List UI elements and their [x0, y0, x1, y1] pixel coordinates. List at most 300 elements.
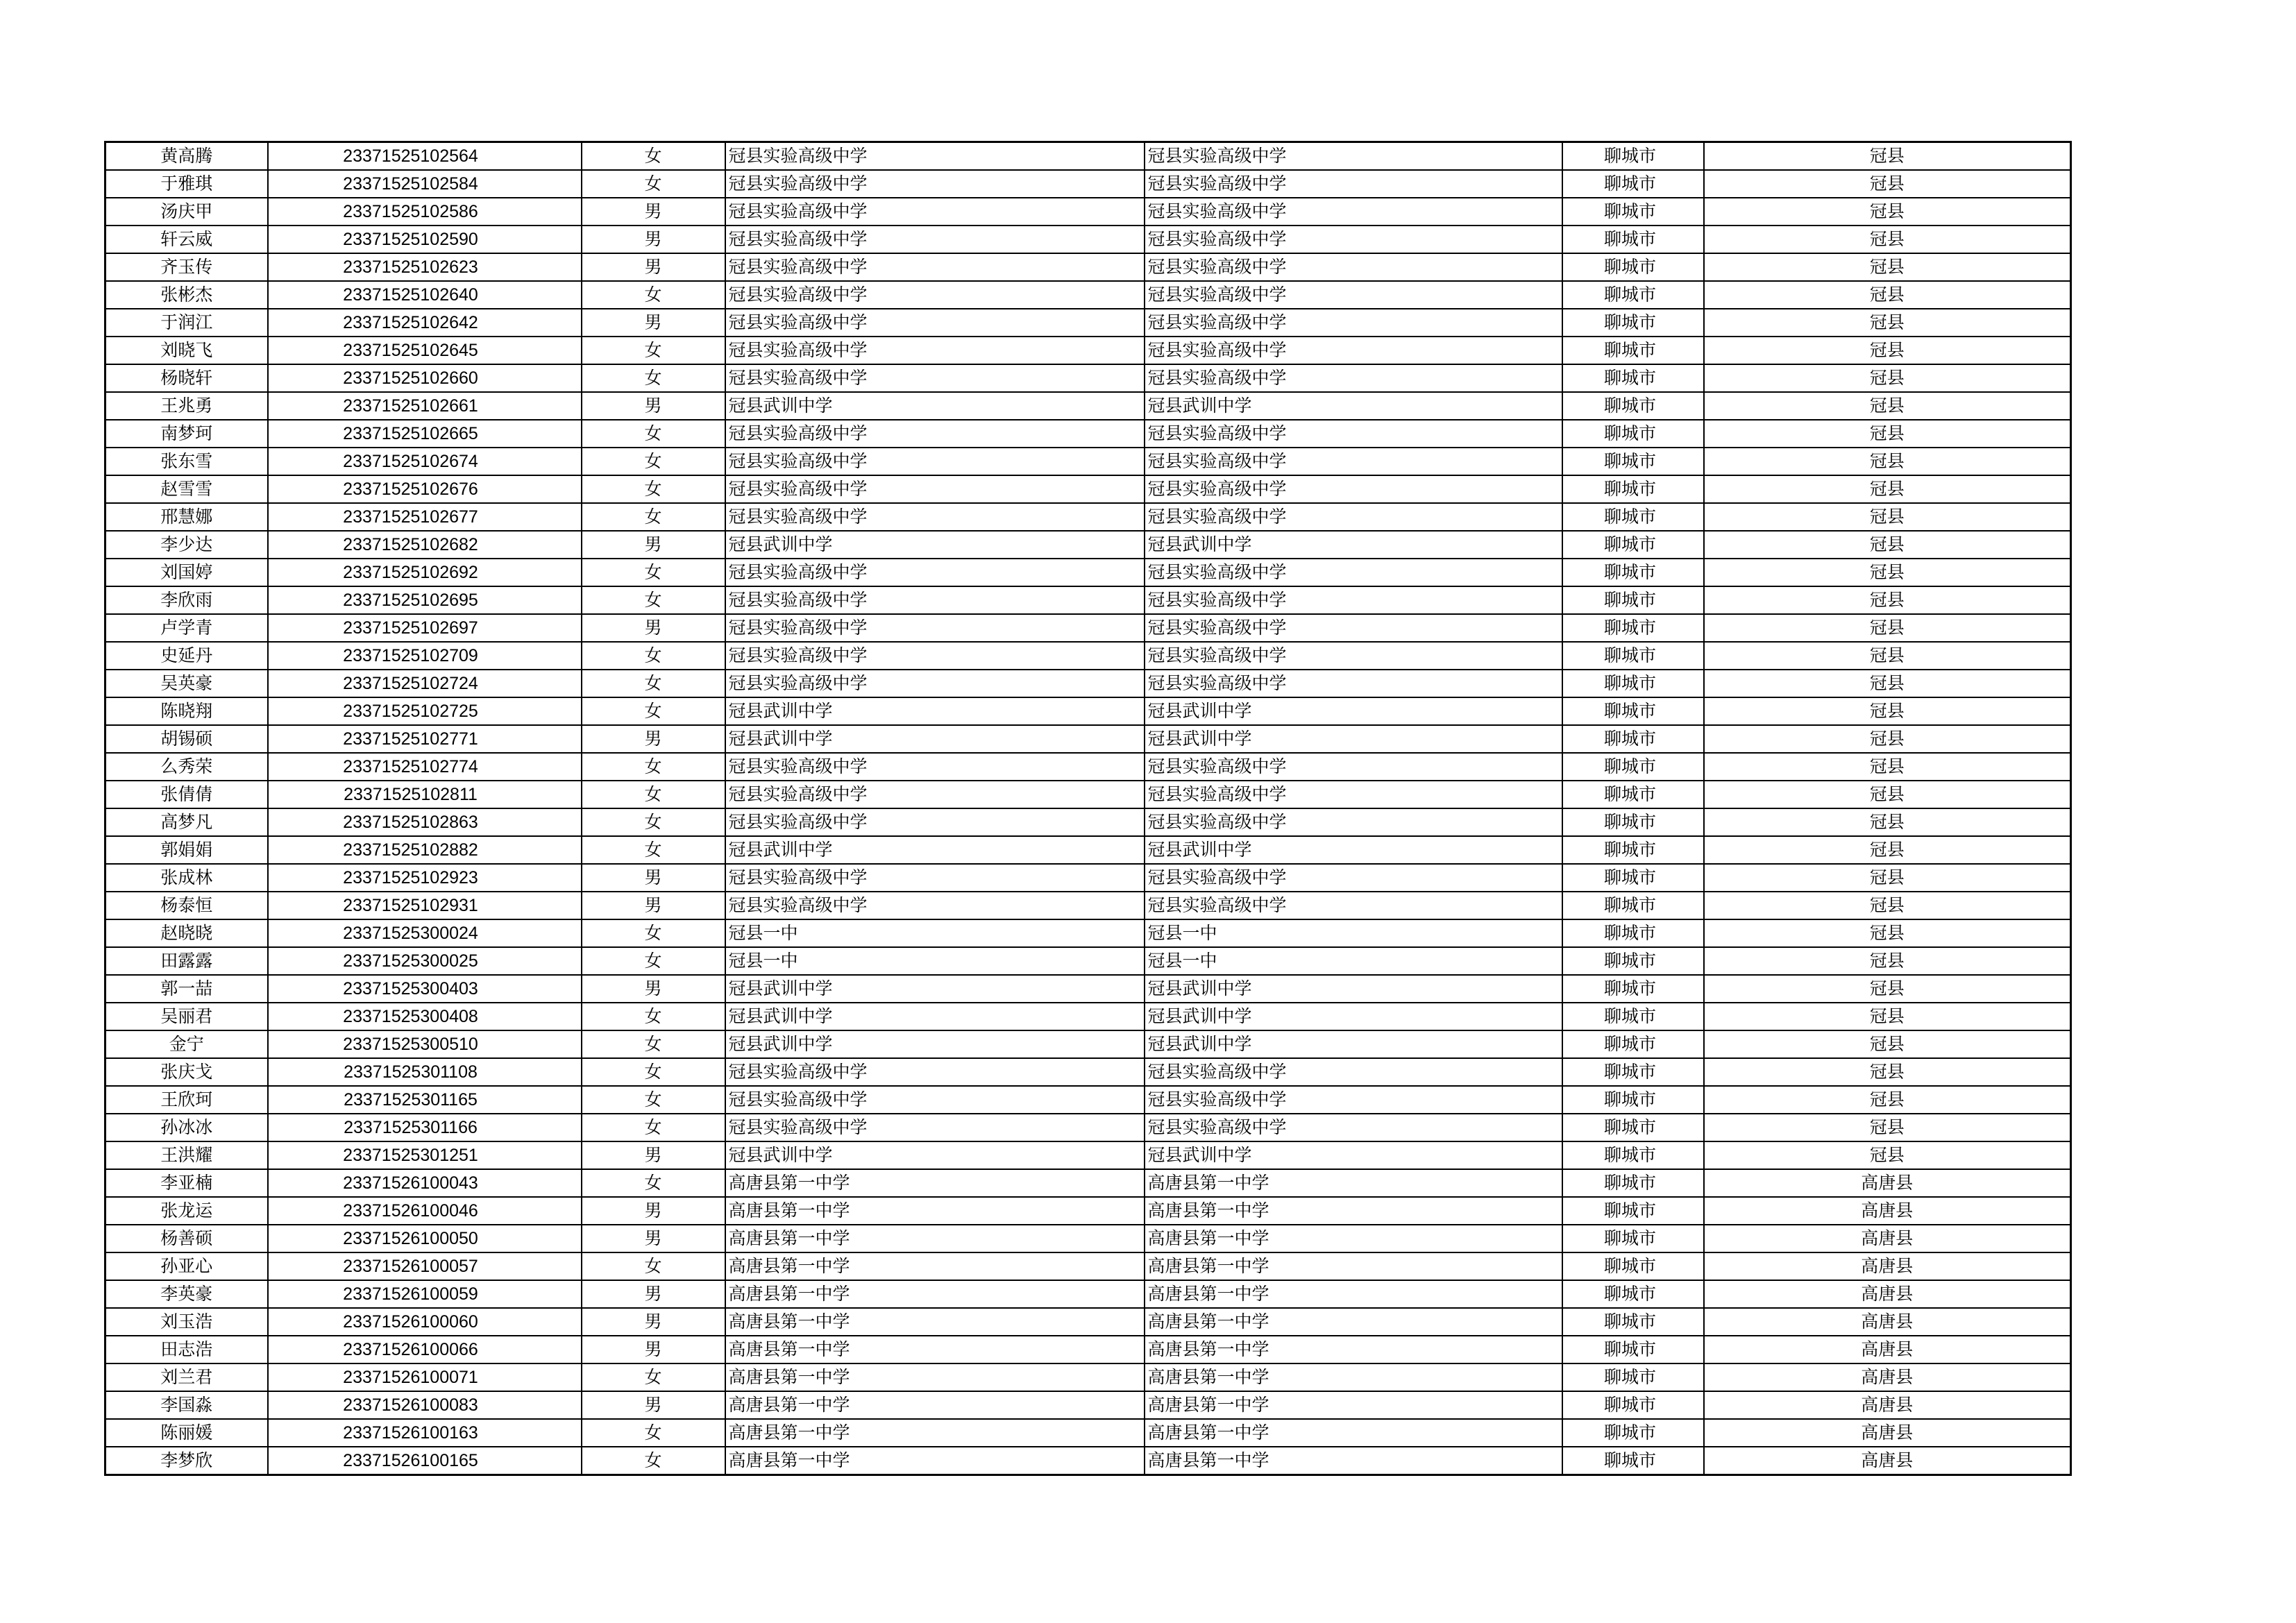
county-cell: 冠县: [1704, 531, 2071, 559]
school-cell: 冠县实验高级中学: [725, 753, 1145, 781]
table-row: [105, 1447, 2071, 1475]
registration-unit-cell: 冠县实验高级中学: [1145, 559, 1562, 586]
student-name-cell: 刘玉浩: [105, 1308, 268, 1336]
student-name-cell: 吴英豪: [105, 670, 268, 697]
table-row: [105, 531, 2071, 559]
gender-cell: 男: [582, 1391, 725, 1419]
registration-unit-cell: 高唐县第一中学: [1145, 1308, 1562, 1336]
registration-unit-cell: 冠县实验高级中学: [1145, 586, 1562, 614]
city-cell: 聊城市: [1562, 475, 1704, 503]
student-name-cell: 李国淼: [105, 1391, 268, 1419]
gender-cell: 女: [582, 1114, 725, 1141]
gender-cell: 男: [582, 1308, 725, 1336]
city-cell: 聊城市: [1562, 420, 1704, 448]
county-cell: 冠县: [1704, 170, 2071, 198]
registration-unit-cell: 冠县实验高级中学: [1145, 864, 1562, 892]
exam-number-cell: 23371525102931: [268, 892, 582, 919]
registration-unit-cell: 冠县实验高级中学: [1145, 337, 1562, 364]
table-row: [105, 1280, 2071, 1308]
school-cell: 冠县实验高级中学: [725, 448, 1145, 475]
student-name-cell: 齐玉传: [105, 253, 268, 281]
table-row: [105, 1197, 2071, 1225]
gender-cell: 男: [582, 892, 725, 919]
school-cell: 冠县实验高级中学: [725, 614, 1145, 642]
student-name-cell: 黄高腾: [105, 142, 268, 171]
school-cell: 冠县武训中学: [725, 697, 1145, 725]
student-name-cell: 汤庆甲: [105, 198, 268, 226]
exam-number-cell: 23371525102771: [268, 725, 582, 753]
student-name-cell: 史延丹: [105, 642, 268, 670]
city-cell: 聊城市: [1562, 1419, 1704, 1447]
gender-cell: 男: [582, 1336, 725, 1363]
school-cell: 冠县实验高级中学: [725, 559, 1145, 586]
student-name-cell: 吴丽君: [105, 1003, 268, 1030]
county-cell: 冠县: [1704, 753, 2071, 781]
school-cell: 冠县一中: [725, 947, 1145, 975]
school-cell: 冠县实验高级中学: [725, 420, 1145, 448]
school-cell: 冠县武训中学: [725, 392, 1145, 420]
registration-unit-cell: 冠县一中: [1145, 919, 1562, 947]
table-row: [105, 448, 2071, 475]
table-row: [105, 642, 2071, 670]
school-cell: 高唐县第一中学: [725, 1197, 1145, 1225]
table-row: [105, 309, 2071, 337]
registration-unit-cell: 高唐县第一中学: [1145, 1363, 1562, 1391]
table-row: [105, 586, 2071, 614]
gender-cell: 女: [582, 947, 725, 975]
gender-cell: 男: [582, 975, 725, 1003]
school-cell: 高唐县第一中学: [725, 1308, 1145, 1336]
registration-unit-cell: 冠县实验高级中学: [1145, 503, 1562, 531]
registration-unit-cell: 冠县实验高级中学: [1145, 198, 1562, 226]
exam-number-cell: 23371525301251: [268, 1141, 582, 1169]
student-name-cell: 张成林: [105, 864, 268, 892]
city-cell: 聊城市: [1562, 1114, 1704, 1141]
school-cell: 冠县实验高级中学: [725, 309, 1145, 337]
student-name-cell: 张龙运: [105, 1197, 268, 1225]
student-name-cell: 郭一喆: [105, 975, 268, 1003]
registration-unit-cell: 冠县实验高级中学: [1145, 142, 1562, 171]
city-cell: 聊城市: [1562, 1169, 1704, 1197]
student-name-cell: 王兆勇: [105, 392, 268, 420]
gender-cell: 女: [582, 836, 725, 864]
student-name-cell: 田露露: [105, 947, 268, 975]
city-cell: 聊城市: [1562, 1447, 1704, 1475]
exam-number-cell: 23371525102640: [268, 281, 582, 309]
school-cell: 冠县一中: [725, 919, 1145, 947]
city-cell: 聊城市: [1562, 392, 1704, 420]
school-cell: 高唐县第一中学: [725, 1391, 1145, 1419]
county-cell: 冠县: [1704, 364, 2071, 392]
exam-number-cell: 23371526100083: [268, 1391, 582, 1419]
table-row: [105, 614, 2071, 642]
county-cell: 冠县: [1704, 808, 2071, 836]
city-cell: 聊城市: [1562, 586, 1704, 614]
gender-cell: 男: [582, 226, 725, 253]
school-cell: 冠县武训中学: [725, 725, 1145, 753]
school-cell: 冠县实验高级中学: [725, 337, 1145, 364]
registration-unit-cell: 高唐县第一中学: [1145, 1252, 1562, 1280]
city-cell: 聊城市: [1562, 808, 1704, 836]
county-cell: 高唐县: [1704, 1363, 2071, 1391]
registration-unit-cell: 冠县武训中学: [1145, 1003, 1562, 1030]
gender-cell: 女: [582, 1058, 725, 1086]
city-cell: 聊城市: [1562, 975, 1704, 1003]
gender-cell: 女: [582, 1252, 725, 1280]
school-cell: 冠县武训中学: [725, 1030, 1145, 1058]
city-cell: 聊城市: [1562, 753, 1704, 781]
exam-number-cell: 23371526100060: [268, 1308, 582, 1336]
gender-cell: 女: [582, 919, 725, 947]
student-name-cell: 高梦凡: [105, 808, 268, 836]
county-cell: 高唐县: [1704, 1336, 2071, 1363]
gender-cell: 男: [582, 198, 725, 226]
table-row: [105, 1030, 2071, 1058]
student-name-cell: 田志浩: [105, 1336, 268, 1363]
school-cell: 冠县实验高级中学: [725, 864, 1145, 892]
county-cell: 冠县: [1704, 614, 2071, 642]
table-row: [105, 1363, 2071, 1391]
county-cell: 冠县: [1704, 448, 2071, 475]
student-name-cell: 刘兰君: [105, 1363, 268, 1391]
exam-number-cell: 23371525102564: [268, 142, 582, 171]
city-cell: 聊城市: [1562, 198, 1704, 226]
city-cell: 聊城市: [1562, 503, 1704, 531]
gender-cell: 女: [582, 448, 725, 475]
county-cell: 冠县: [1704, 781, 2071, 808]
gender-cell: 女: [582, 781, 725, 808]
table-row: [105, 364, 2071, 392]
city-cell: 聊城市: [1562, 1363, 1704, 1391]
city-cell: 聊城市: [1562, 697, 1704, 725]
student-name-cell: 么秀荣: [105, 753, 268, 781]
exam-number-cell: 23371525102665: [268, 420, 582, 448]
student-name-cell: 李梦欣: [105, 1447, 268, 1475]
registration-unit-cell: 冠县实验高级中学: [1145, 1058, 1562, 1086]
gender-cell: 女: [582, 753, 725, 781]
gender-cell: 男: [582, 864, 725, 892]
student-name-cell: 孙冰冰: [105, 1114, 268, 1141]
registration-unit-cell: 冠县武训中学: [1145, 697, 1562, 725]
gender-cell: 女: [582, 503, 725, 531]
county-cell: 冠县: [1704, 337, 2071, 364]
county-cell: 高唐县: [1704, 1447, 2071, 1475]
county-cell: 高唐县: [1704, 1225, 2071, 1252]
gender-cell: 男: [582, 1280, 725, 1308]
county-cell: 冠县: [1704, 420, 2071, 448]
city-cell: 聊城市: [1562, 1086, 1704, 1114]
registration-unit-cell: 冠县武训中学: [1145, 1030, 1562, 1058]
city-cell: 聊城市: [1562, 947, 1704, 975]
city-cell: 聊城市: [1562, 170, 1704, 198]
county-cell: 冠县: [1704, 198, 2071, 226]
city-cell: 聊城市: [1562, 670, 1704, 697]
school-cell: 冠县实验高级中学: [725, 642, 1145, 670]
table-row: [105, 892, 2071, 919]
city-cell: 聊城市: [1562, 559, 1704, 586]
exam-number-cell: 23371525102774: [268, 753, 582, 781]
registration-unit-cell: 冠县实验高级中学: [1145, 475, 1562, 503]
gender-cell: 男: [582, 725, 725, 753]
registration-unit-cell: 冠县实验高级中学: [1145, 670, 1562, 697]
registration-unit-cell: 高唐县第一中学: [1145, 1447, 1562, 1475]
registration-unit-cell: 冠县实验高级中学: [1145, 614, 1562, 642]
school-cell: 冠县实验高级中学: [725, 1086, 1145, 1114]
school-cell: 高唐县第一中学: [725, 1363, 1145, 1391]
city-cell: 聊城市: [1562, 1308, 1704, 1336]
student-name-cell: 李亚楠: [105, 1169, 268, 1197]
gender-cell: 女: [582, 1419, 725, 1447]
registration-unit-cell: 冠县武训中学: [1145, 1141, 1562, 1169]
exam-number-cell: 23371526100059: [268, 1280, 582, 1308]
school-cell: 冠县武训中学: [725, 531, 1145, 559]
exam-number-cell: 23371525102584: [268, 170, 582, 198]
exam-number-cell: 23371525102692: [268, 559, 582, 586]
table-row: [105, 919, 2071, 947]
exam-number-cell: 23371525102674: [268, 448, 582, 475]
exam-number-cell: 23371525102642: [268, 309, 582, 337]
school-cell: 高唐县第一中学: [725, 1419, 1145, 1447]
table-row: [105, 253, 2071, 281]
gender-cell: 女: [582, 170, 725, 198]
gender-cell: 女: [582, 670, 725, 697]
table-row: [105, 947, 2071, 975]
city-cell: 聊城市: [1562, 919, 1704, 947]
city-cell: 聊城市: [1562, 1058, 1704, 1086]
county-cell: 冠县: [1704, 253, 2071, 281]
table-row: [105, 198, 2071, 226]
registration-unit-cell: 冠县武训中学: [1145, 975, 1562, 1003]
gender-cell: 女: [582, 1363, 725, 1391]
county-cell: 冠县: [1704, 559, 2071, 586]
city-cell: 聊城市: [1562, 781, 1704, 808]
county-cell: 冠县: [1704, 1030, 2071, 1058]
city-cell: 聊城市: [1562, 337, 1704, 364]
table-row: [105, 420, 2071, 448]
city-cell: 聊城市: [1562, 1003, 1704, 1030]
student-name-cell: 于润江: [105, 309, 268, 337]
student-name-cell: 杨善硕: [105, 1225, 268, 1252]
registration-unit-cell: 冠县实验高级中学: [1145, 364, 1562, 392]
county-cell: 高唐县: [1704, 1419, 2071, 1447]
gender-cell: 女: [582, 337, 725, 364]
county-cell: 冠县: [1704, 1058, 2071, 1086]
student-name-cell: 赵晓晓: [105, 919, 268, 947]
student-name-cell: 张东雪: [105, 448, 268, 475]
city-cell: 聊城市: [1562, 1030, 1704, 1058]
exam-number-cell: 23371525102677: [268, 503, 582, 531]
exam-number-cell: 23371526100071: [268, 1363, 582, 1391]
exam-number-cell: 23371525102661: [268, 392, 582, 420]
student-name-cell: 李少达: [105, 531, 268, 559]
city-cell: 聊城市: [1562, 364, 1704, 392]
county-cell: 冠县: [1704, 1086, 2071, 1114]
county-cell: 冠县: [1704, 1003, 2071, 1030]
student-name-cell: 陈晓翔: [105, 697, 268, 725]
registration-unit-cell: 冠县实验高级中学: [1145, 1086, 1562, 1114]
county-cell: 高唐县: [1704, 1197, 2071, 1225]
county-cell: 冠县: [1704, 919, 2071, 947]
county-cell: 冠县: [1704, 1114, 2071, 1141]
registration-unit-cell: 冠县实验高级中学: [1145, 420, 1562, 448]
gender-cell: 男: [582, 1141, 725, 1169]
county-cell: 冠县: [1704, 836, 2071, 864]
table-row: [105, 392, 2071, 420]
county-cell: 冠县: [1704, 475, 2071, 503]
gender-cell: 女: [582, 1086, 725, 1114]
registration-unit-cell: 冠县武训中学: [1145, 531, 1562, 559]
student-name-cell: 张庆戈: [105, 1058, 268, 1086]
exam-number-cell: 23371525300403: [268, 975, 582, 1003]
exam-number-cell: 23371525102590: [268, 226, 582, 253]
gender-cell: 女: [582, 281, 725, 309]
student-name-cell: 轩云威: [105, 226, 268, 253]
exam-number-cell: 23371526100050: [268, 1225, 582, 1252]
county-cell: 冠县: [1704, 725, 2071, 753]
city-cell: 聊城市: [1562, 1252, 1704, 1280]
registration-unit-cell: 冠县实验高级中学: [1145, 642, 1562, 670]
school-cell: 冠县实验高级中学: [725, 781, 1145, 808]
exam-number-cell: 23371525102682: [268, 531, 582, 559]
exam-number-cell: 23371525300408: [268, 1003, 582, 1030]
county-cell: 冠县: [1704, 670, 2071, 697]
table-row: [105, 1169, 2071, 1197]
registration-unit-cell: 冠县武训中学: [1145, 725, 1562, 753]
gender-cell: 女: [582, 642, 725, 670]
table-row: [105, 1336, 2071, 1363]
table-row: [105, 1003, 2071, 1030]
table-row: [105, 142, 2071, 171]
registration-unit-cell: 冠县实验高级中学: [1145, 170, 1562, 198]
table-row: [105, 1141, 2071, 1169]
table-row: [105, 1086, 2071, 1114]
student-name-cell: 张彬杰: [105, 281, 268, 309]
table-row: [105, 503, 2071, 531]
city-cell: 聊城市: [1562, 226, 1704, 253]
school-cell: 冠县实验高级中学: [725, 808, 1145, 836]
school-cell: 冠县实验高级中学: [725, 475, 1145, 503]
city-cell: 聊城市: [1562, 864, 1704, 892]
city-cell: 聊城市: [1562, 892, 1704, 919]
registration-unit-cell: 冠县实验高级中学: [1145, 226, 1562, 253]
school-cell: 冠县武训中学: [725, 1003, 1145, 1030]
school-cell: 冠县实验高级中学: [725, 1114, 1145, 1141]
table-row: [105, 1391, 2071, 1419]
exam-number-cell: 23371525301108: [268, 1058, 582, 1086]
county-cell: 冠县: [1704, 975, 2071, 1003]
exam-number-cell: 23371526100066: [268, 1336, 582, 1363]
school-cell: 冠县武训中学: [725, 975, 1145, 1003]
student-name-cell: 金宁: [105, 1030, 268, 1058]
county-cell: 冠县: [1704, 392, 2071, 420]
exam-number-cell: 23371525102724: [268, 670, 582, 697]
table-row: [105, 781, 2071, 808]
registration-unit-cell: 冠县实验高级中学: [1145, 448, 1562, 475]
table-row: [105, 1225, 2071, 1252]
registration-unit-cell: 高唐县第一中学: [1145, 1225, 1562, 1252]
school-cell: 冠县实验高级中学: [725, 142, 1145, 171]
city-cell: 聊城市: [1562, 836, 1704, 864]
roster-body: [105, 142, 2071, 1475]
county-cell: 冠县: [1704, 642, 2071, 670]
student-name-cell: 卢学青: [105, 614, 268, 642]
gender-cell: 女: [582, 475, 725, 503]
exam-number-cell: 23371526100163: [268, 1419, 582, 1447]
student-name-cell: 张倩倩: [105, 781, 268, 808]
county-cell: 高唐县: [1704, 1252, 2071, 1280]
school-cell: 冠县武训中学: [725, 1141, 1145, 1169]
gender-cell: 女: [582, 142, 725, 171]
exam-number-cell: 23371526100043: [268, 1169, 582, 1197]
school-cell: 冠县实验高级中学: [725, 1058, 1145, 1086]
city-cell: 聊城市: [1562, 1391, 1704, 1419]
exam-number-cell: 23371525102586: [268, 198, 582, 226]
registration-unit-cell: 冠县实验高级中学: [1145, 892, 1562, 919]
school-cell: 冠县实验高级中学: [725, 226, 1145, 253]
county-cell: 冠县: [1704, 309, 2071, 337]
exam-number-cell: 23371525102697: [268, 614, 582, 642]
table-row: [105, 1114, 2071, 1141]
student-name-cell: 王欣珂: [105, 1086, 268, 1114]
gender-cell: 男: [582, 253, 725, 281]
registration-unit-cell: 冠县实验高级中学: [1145, 309, 1562, 337]
school-cell: 高唐县第一中学: [725, 1336, 1145, 1363]
gender-cell: 男: [582, 309, 725, 337]
gender-cell: 男: [582, 531, 725, 559]
exam-number-cell: 23371525300025: [268, 947, 582, 975]
county-cell: 冠县: [1704, 281, 2071, 309]
gender-cell: 男: [582, 392, 725, 420]
exam-number-cell: 23371525102725: [268, 697, 582, 725]
school-cell: 冠县实验高级中学: [725, 364, 1145, 392]
table-row: [105, 1058, 2071, 1086]
gender-cell: 女: [582, 1169, 725, 1197]
gender-cell: 女: [582, 697, 725, 725]
county-cell: 冠县: [1704, 1141, 2071, 1169]
student-name-cell: 刘国婷: [105, 559, 268, 586]
school-cell: 冠县实验高级中学: [725, 170, 1145, 198]
registration-unit-cell: 高唐县第一中学: [1145, 1197, 1562, 1225]
gender-cell: 女: [582, 1447, 725, 1475]
table-row: [105, 1308, 2071, 1336]
registration-unit-cell: 高唐县第一中学: [1145, 1419, 1562, 1447]
exam-number-cell: 23371526100046: [268, 1197, 582, 1225]
table-row: [105, 864, 2071, 892]
county-cell: 冠县: [1704, 947, 2071, 975]
county-cell: 冠县: [1704, 586, 2071, 614]
exam-number-cell: 23371525300024: [268, 919, 582, 947]
exam-number-cell: 23371526100165: [268, 1447, 582, 1475]
student-name-cell: 杨晓轩: [105, 364, 268, 392]
student-name-cell: 刘晓飞: [105, 337, 268, 364]
table-row: [105, 670, 2071, 697]
registration-unit-cell: 高唐县第一中学: [1145, 1169, 1562, 1197]
city-cell: 聊城市: [1562, 1141, 1704, 1169]
table-row: [105, 1252, 2071, 1280]
exam-number-cell: 23371525102695: [268, 586, 582, 614]
county-cell: 高唐县: [1704, 1169, 2071, 1197]
county-cell: 冠县: [1704, 226, 2071, 253]
student-name-cell: 南梦珂: [105, 420, 268, 448]
gender-cell: 女: [582, 586, 725, 614]
school-cell: 高唐县第一中学: [725, 1169, 1145, 1197]
school-cell: 冠县实验高级中学: [725, 198, 1145, 226]
county-cell: 冠县: [1704, 142, 2071, 171]
exam-number-cell: 23371525102709: [268, 642, 582, 670]
exam-number-cell: 23371525102882: [268, 836, 582, 864]
county-cell: 高唐县: [1704, 1308, 2071, 1336]
city-cell: 聊城市: [1562, 725, 1704, 753]
